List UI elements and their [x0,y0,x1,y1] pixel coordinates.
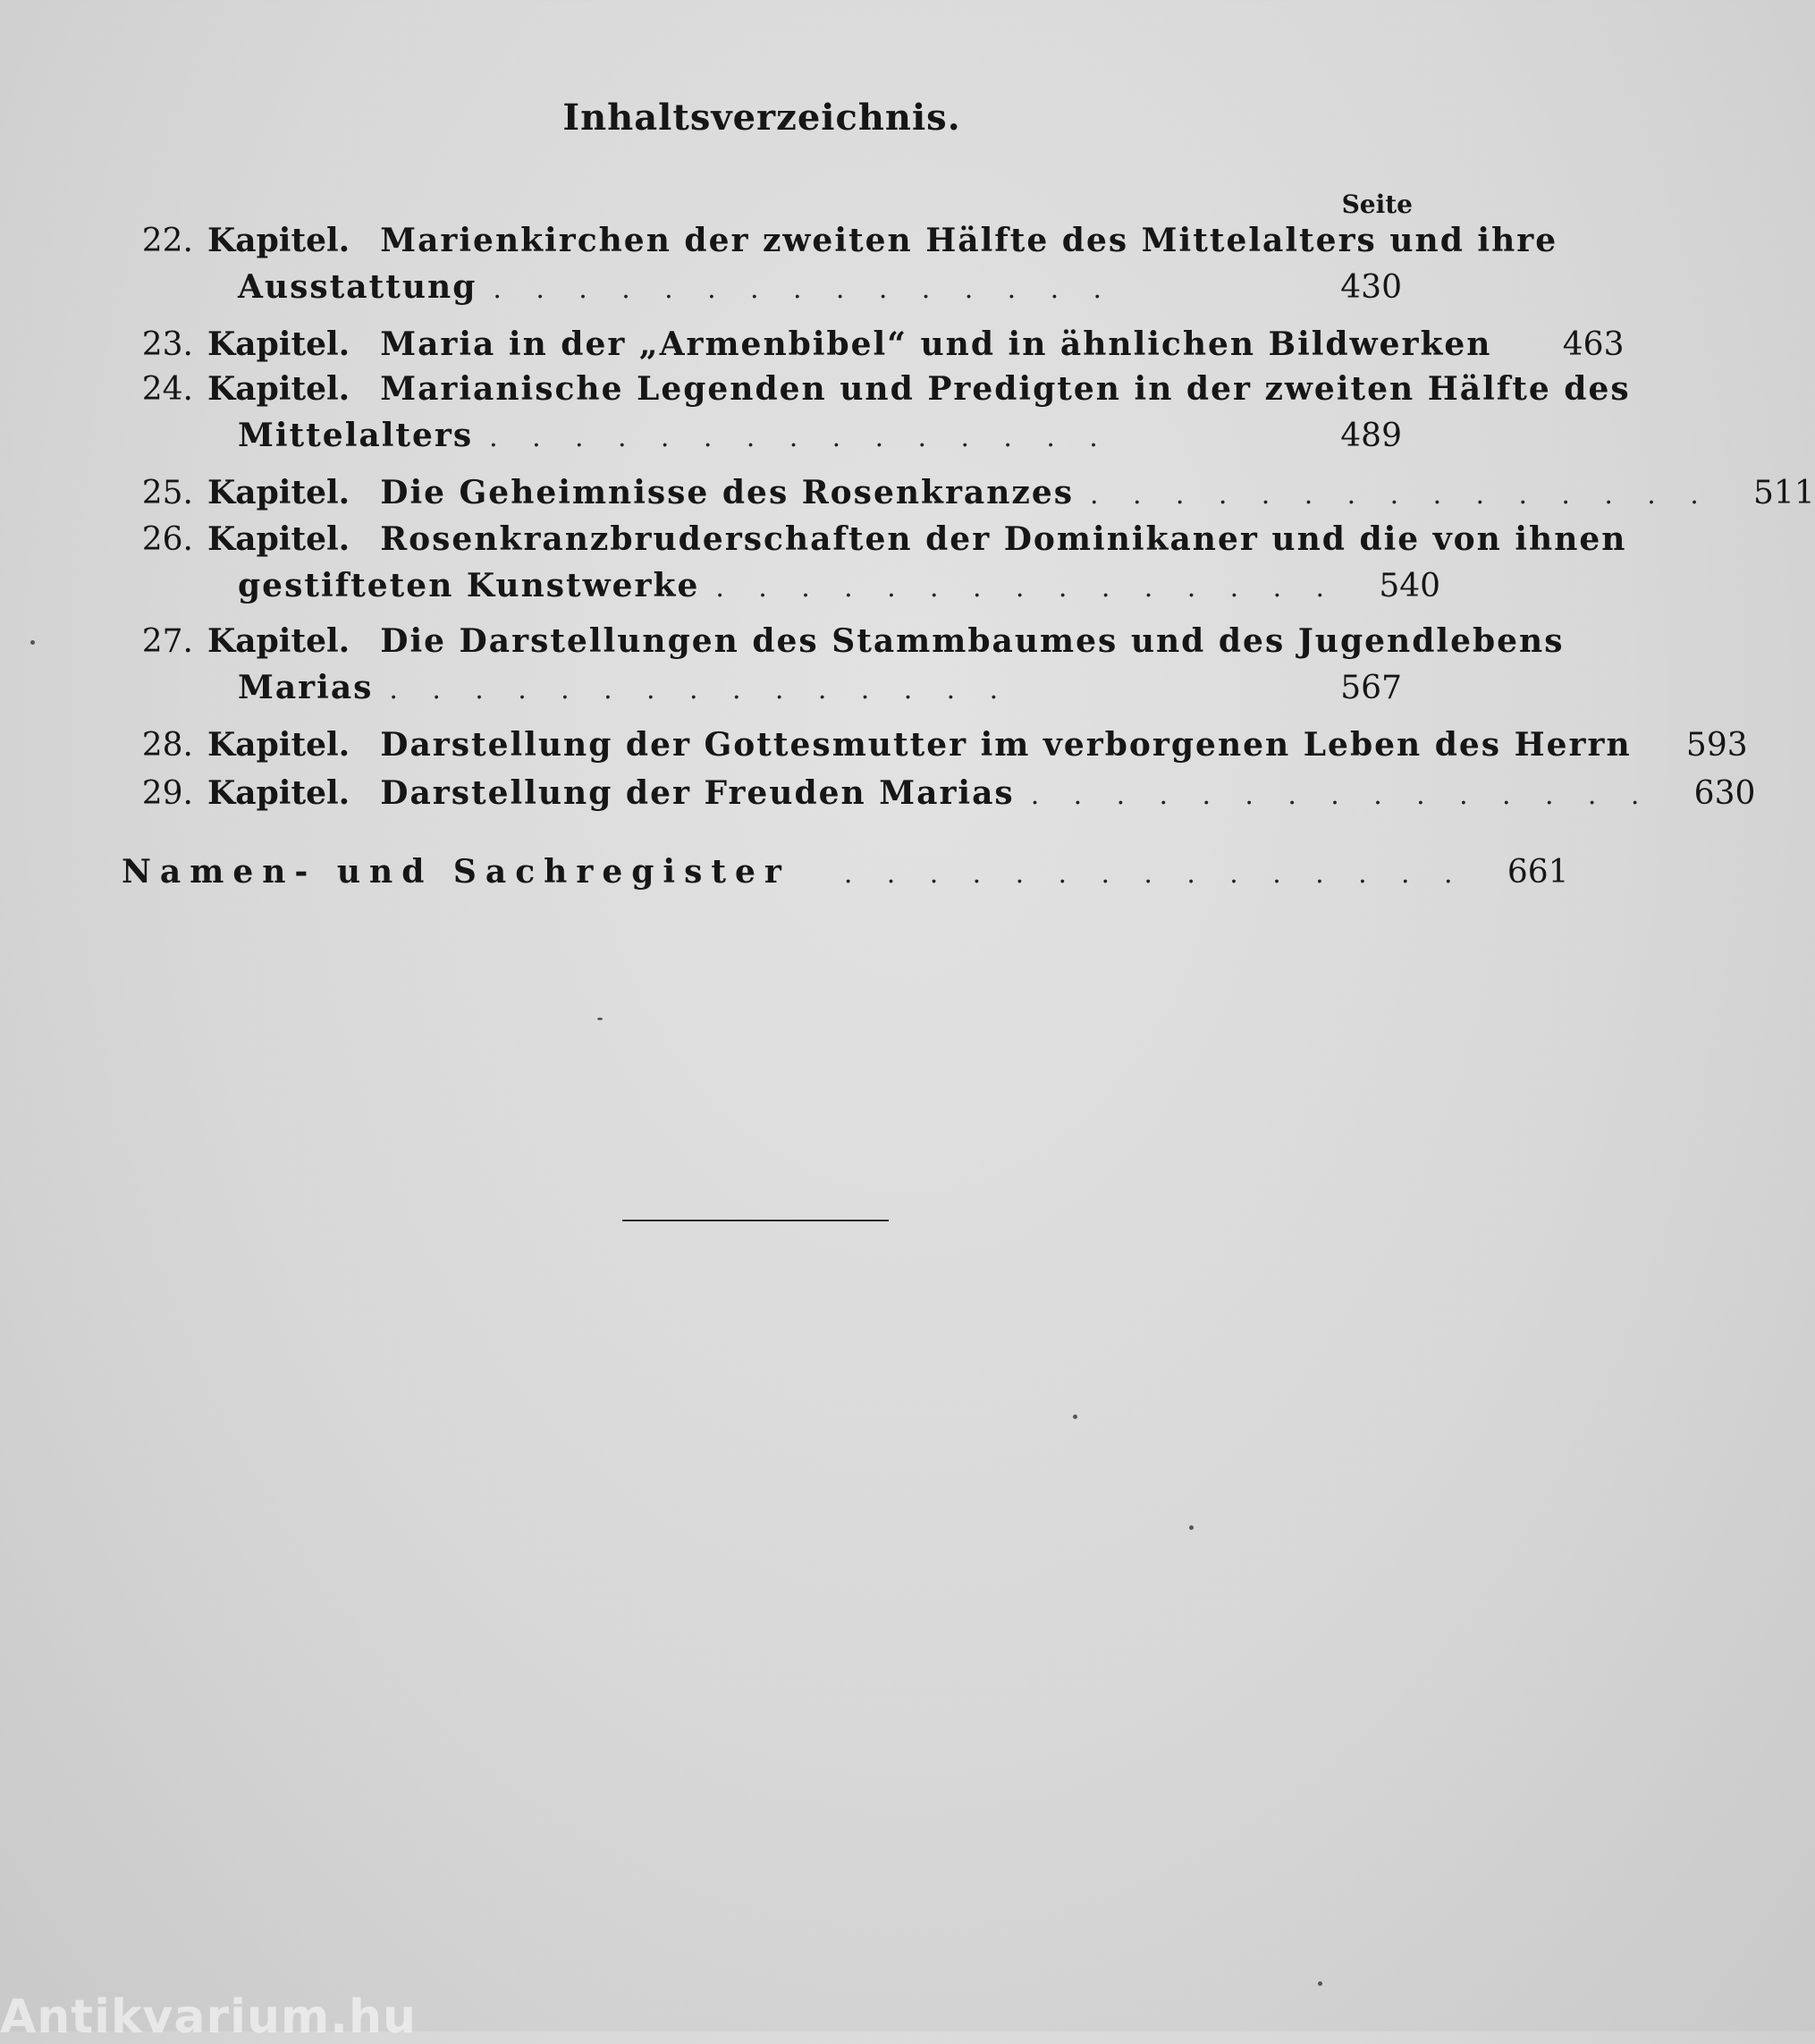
toc-entry-26 [122,520,1627,613]
dot-leader [844,854,1453,891]
toc-entry-25 [122,474,1815,520]
chapter-title: Die Geheimnisse des Rosenkranzes [380,474,1075,511]
page-number: 540 [1379,568,1441,604]
page-number: 430 [1340,269,1402,306]
watermark: Antikvarium.hu [0,1990,417,2044]
page-number: 630 [1693,775,1756,812]
dot-leader [489,418,1286,454]
chapter-number: 25. [141,475,193,511]
chapter-label: Kapitel. [207,222,350,259]
dot-leader [1031,775,1640,812]
page-column-label: Seite [1341,190,1413,219]
chapter-title: Darstellung der Freuden Marias [380,774,1015,812]
dust-speck [597,1018,603,1020]
toc-entry-29 [122,774,1756,821]
end-rule [622,1220,889,1221]
chapter-number: 23. [141,326,193,363]
dot-leader [389,670,1286,706]
register-title: Namen- und Sachregister [122,853,790,891]
chapter-title: Marienkirchen der zweiten Hälfte des Mittelalters und ihre [380,222,1558,259]
page-title: Inhaltsverzeichnis. [562,97,961,139]
dot-leader [1090,475,1699,511]
toc-entry-27 [122,622,1565,715]
chapter-title: Maria in der „Armenbibel“ und in ähnlichen Bildwerken [380,325,1492,363]
chapter-title: Rosenkranzbruderschaften der Dominikaner und die von ihnen [380,520,1627,558]
chapter-title: Darstellung der Gottesmutter im verborgenen Leben des Herrn [380,726,1632,764]
chapter-title-continued: Mittelalters [238,417,474,454]
chapter-label: Kapitel. [207,726,350,764]
chapter-label: Kapitel. [207,774,350,812]
toc-entry-23 [122,325,1625,372]
chapter-label: Kapitel. [207,520,350,558]
page-number: 489 [1340,418,1402,454]
chapter-label: Kapitel. [207,370,350,408]
dot-leader [715,568,1324,604]
chapter-label: Kapitel. [207,622,350,660]
page-number: 661 [1507,854,1569,891]
chapter-number: 28. [141,727,193,764]
chapter-title-continued: gestifteten Kunstwerke [238,567,700,604]
dust-speck [1073,1415,1077,1419]
chapter-label: Kapitel. [207,325,350,363]
chapter-number: 27. [141,623,193,660]
dust-speck [30,640,35,645]
chapter-number: 29. [141,775,193,812]
chapter-number: 22. [141,223,193,259]
dust-speck [1189,1525,1194,1530]
page-number: 511 [1753,475,1815,511]
toc-entry-register [122,853,1569,891]
toc-entry-24 [122,370,1631,463]
chapter-number: 26. [141,521,193,558]
chapter-number: 24. [141,371,193,408]
chapter-title: Marianische Legenden und Predigten in der zweiten Hälfte des [380,370,1631,408]
dot-leader [493,269,1286,306]
chapter-title-continued: Ausstattung [238,268,477,306]
chapter-label: Kapitel. [207,474,350,511]
toc-entry-22 [122,222,1558,315]
dust-speck [1318,1981,1322,1986]
page-number: 593 [1685,727,1748,764]
toc-entry-28 [122,726,1748,773]
page-number: 463 [1562,326,1625,363]
chapter-title-continued: Marias [238,669,374,706]
page-number: 567 [1340,670,1402,706]
chapter-title: Die Darstellungen des Stammbaumes und des Jugendlebens [380,622,1565,660]
